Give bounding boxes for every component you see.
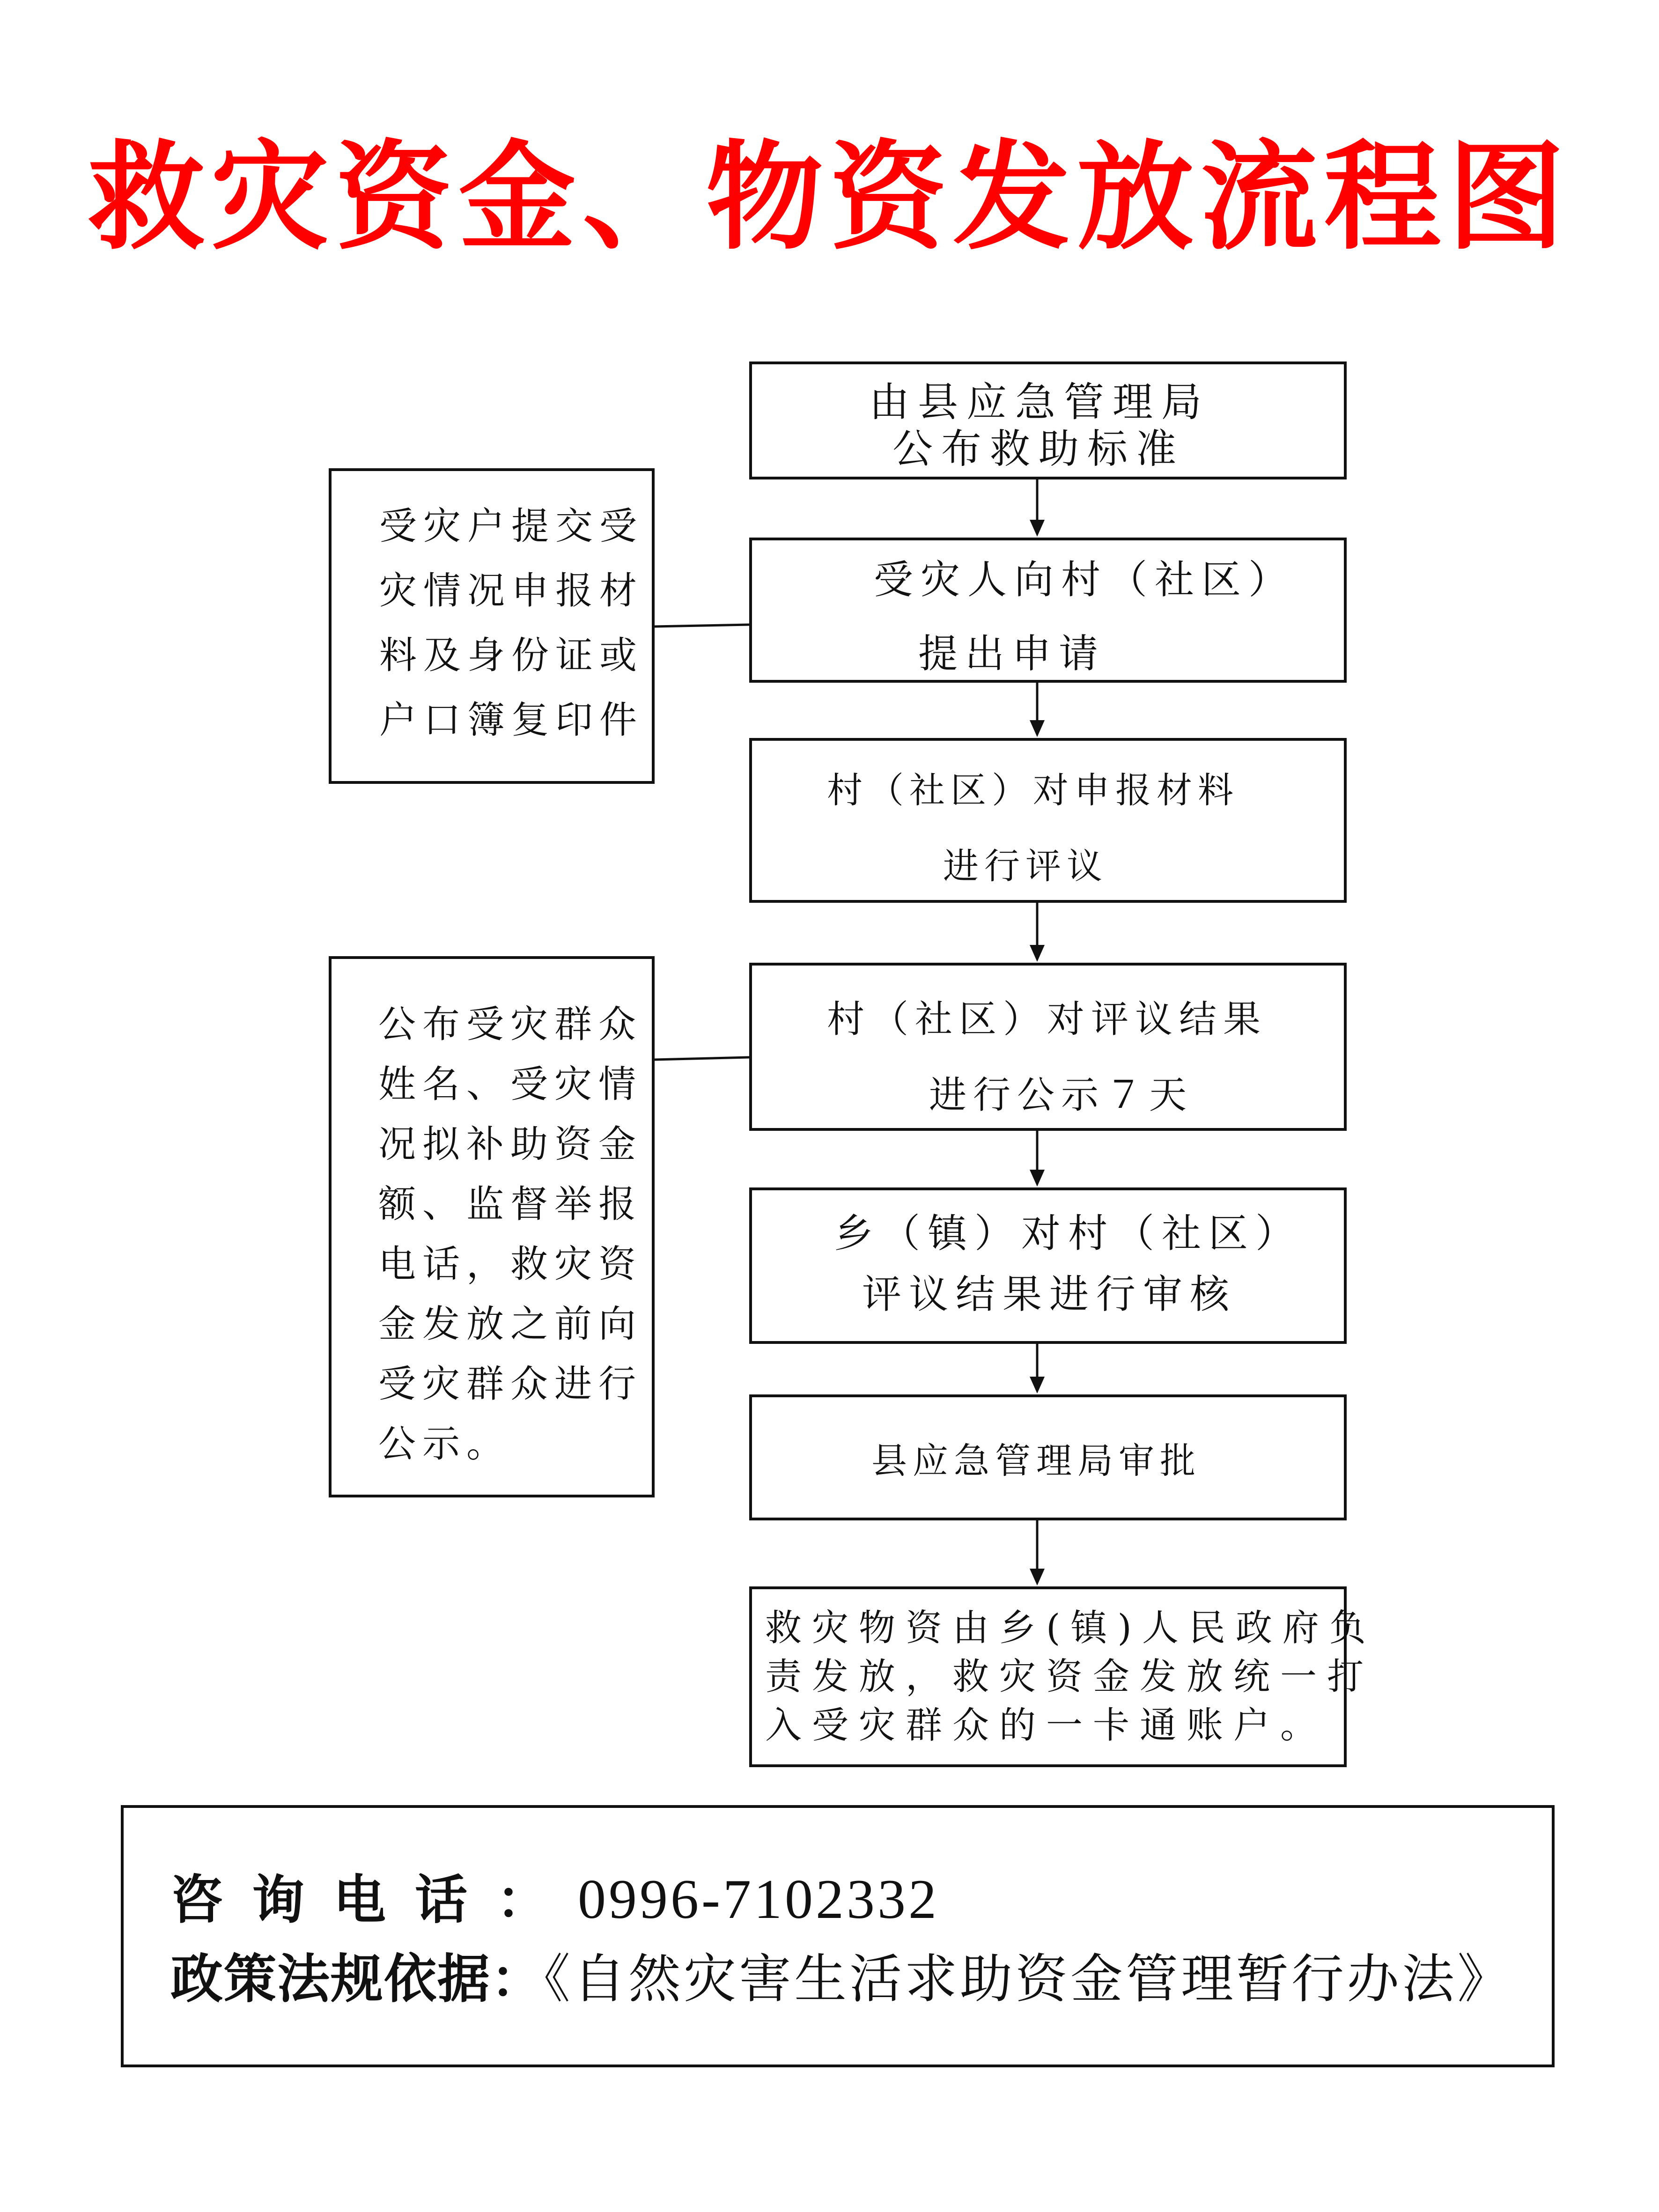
step-4-line-1: 村（社区）对评议结果 — [827, 997, 1267, 1041]
side-note-2 — [329, 956, 655, 1497]
note-2-line-3: 况拟补助资金 — [378, 1122, 642, 1166]
flow-step-1 — [749, 361, 1347, 479]
step-4-line-2: 进行公示７天 — [929, 1073, 1193, 1117]
step-3-line-1: 村（社区）对申报材料 — [827, 769, 1239, 811]
flow-step-3 — [749, 738, 1347, 903]
flow-step-2 — [749, 538, 1347, 683]
contact-info-box — [121, 1805, 1555, 2067]
step-7-line-3: 入受灾群众的一卡通账户。 — [765, 1704, 1327, 1747]
note-2-line-8: 公示。 — [378, 1422, 510, 1466]
step-7-line-1: 救灾物资由乡(镇)人民政府负 — [765, 1607, 1376, 1649]
link-note2 — [655, 1057, 749, 1060]
arrowhead-5-6 — [1030, 1377, 1045, 1394]
page-title: 救灾资金、物资发放流程图 — [88, 128, 1571, 265]
phone-label: 咨询电话： — [170, 1870, 578, 1931]
arrowhead-3-4 — [1030, 945, 1045, 962]
link-note1 — [655, 625, 749, 627]
step-1-line-1: 由县应急管理局 — [869, 379, 1210, 426]
policy-value: 《自然灾害生活求助资金管理暂行办法》 — [544, 1949, 1512, 2010]
note-2-line-6: 金发放之前向 — [378, 1302, 642, 1346]
flow-step-4 — [749, 963, 1347, 1131]
note-1-line-4: 户口簿复印件 — [379, 698, 643, 742]
flow-step-5 — [749, 1187, 1347, 1344]
flow-step-7 — [749, 1586, 1376, 1767]
arrowhead-4-5 — [1030, 1170, 1045, 1187]
arrowhead-6-7 — [1030, 1569, 1045, 1585]
note-2-line-7: 受灾群众进行 — [378, 1362, 642, 1406]
note-1-line-3: 料及身份证或 — [379, 634, 643, 677]
step-5-line-2: 评议结果进行审核 — [862, 1271, 1237, 1317]
arrowhead-2-3 — [1030, 720, 1045, 737]
flow-step-6 — [749, 1394, 1347, 1520]
note-2-line-2: 姓名、受灾情 — [378, 1062, 642, 1106]
step-7-line-2: 责发放，救灾资金发放统一打 — [765, 1656, 1374, 1698]
note-2-line-1: 公布受灾群众 — [378, 1003, 642, 1046]
phone-value: 0996-7102332 — [578, 1868, 939, 1930]
note-1-line-2: 灾情况申报材 — [379, 569, 643, 612]
phone-row — [170, 1868, 939, 1931]
note-1-line-1: 受灾户提交受 — [379, 504, 643, 548]
policy-row — [170, 1949, 1512, 2010]
note-2-line-5: 电话，救灾资 — [378, 1242, 642, 1286]
arrowhead-1-2 — [1030, 520, 1045, 537]
note-2-line-4: 额、监督举报 — [378, 1182, 642, 1226]
step-6-line-1: 县应急管理局审批 — [871, 1440, 1201, 1482]
step-2-line-1: 受灾人向村（社区） — [874, 557, 1296, 603]
step-2-line-2: 提出申请 — [918, 631, 1106, 677]
step-1-line-2: 公布救助标准 — [892, 426, 1185, 472]
step-5-line-1: 乡（镇）对村（社区） — [834, 1210, 1303, 1256]
policy-label: 政策法规依据： — [170, 1949, 544, 2010]
side-note-1 — [329, 468, 655, 784]
step-3-line-2: 进行评议 — [943, 845, 1108, 887]
